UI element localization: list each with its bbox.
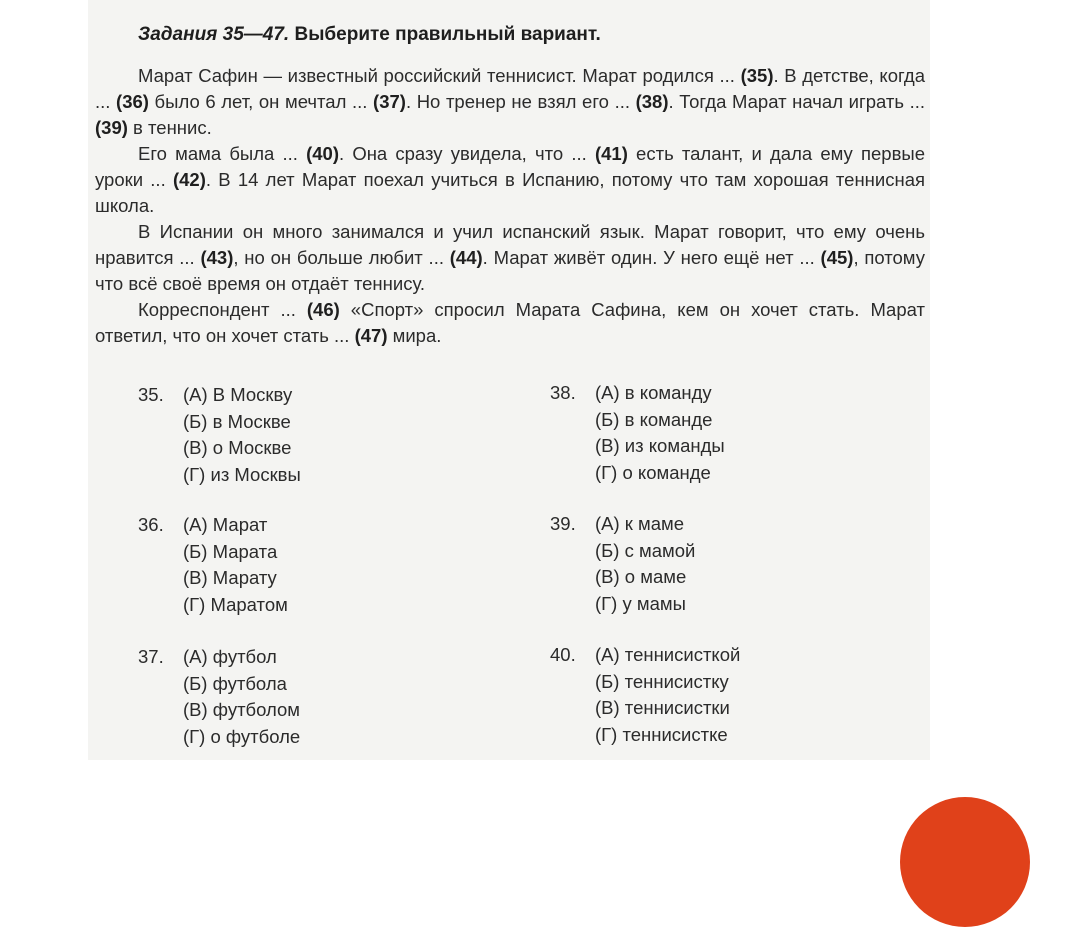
text-fragment: Марат Сафин — известный российский теннисист. Марат родился ... bbox=[138, 65, 741, 86]
text-fragment: , но он больше любит ... bbox=[233, 247, 450, 268]
question-number: 37. bbox=[138, 646, 164, 667]
text-fragment: . Тогда Марат начал играть ... bbox=[668, 91, 926, 112]
paragraph bbox=[95, 63, 925, 141]
orange-circle-decoration bbox=[900, 797, 1030, 927]
text-fragment: мира. bbox=[387, 325, 442, 346]
text-fragment: . В 14 лет Марат поехал учиться в Испанию, потому что там хорошая теннисная школа. bbox=[95, 169, 926, 216]
blank-number: (44) bbox=[449, 247, 483, 268]
text-fragment: было 6 лет, он мечтал ... bbox=[148, 91, 374, 112]
text-fragment: есть талант, и дала ему первые уроки ... bbox=[95, 143, 925, 190]
option-c[interactable]: (В) о Москве bbox=[183, 437, 292, 458]
option-c[interactable]: (В) Марату bbox=[183, 567, 277, 588]
blank-number: (45) bbox=[820, 247, 854, 268]
story-text bbox=[95, 63, 925, 349]
option-a[interactable]: (А) к маме bbox=[595, 513, 685, 534]
option-b[interactable]: (Б) Марата bbox=[183, 540, 278, 562]
text-fragment: . В детстве, когда ... bbox=[95, 65, 926, 112]
option-d[interactable]: (Г) теннисистке bbox=[595, 723, 728, 745]
blank-number: (35) bbox=[740, 65, 774, 86]
task-heading bbox=[138, 24, 601, 46]
question-number: 36. bbox=[138, 514, 164, 535]
blank-number: (47) bbox=[354, 325, 388, 346]
option-b[interactable]: (Б) в Москве bbox=[183, 410, 291, 432]
option-b[interactable]: (Б) с мамой bbox=[595, 539, 696, 561]
option-b[interactable]: (Б) в команде bbox=[595, 408, 713, 430]
blank-number: (42) bbox=[172, 169, 206, 190]
blank-number: (36) bbox=[116, 91, 149, 112]
question-number: 40. bbox=[550, 644, 576, 665]
text-fragment: . Она сразу увидела, что ... bbox=[339, 143, 595, 164]
option-d[interactable]: (Г) о команде bbox=[595, 461, 711, 483]
blank-number: (40) bbox=[306, 143, 339, 164]
blank-number: (46) bbox=[306, 299, 340, 320]
question-number: 38. bbox=[550, 382, 576, 403]
option-d[interactable]: (Г) у мамы bbox=[595, 592, 686, 614]
text-fragment: Корреспондент ... bbox=[138, 299, 307, 320]
option-a[interactable]: (А) теннисисткой bbox=[595, 644, 741, 665]
option-d[interactable]: (Г) о футболе bbox=[183, 725, 301, 747]
blank-number: (39) bbox=[95, 117, 128, 138]
question-number: 35. bbox=[138, 384, 164, 405]
text-fragment: . Но тренер не взял его ... bbox=[405, 91, 636, 112]
blank-number: (41) bbox=[594, 143, 628, 164]
option-d[interactable]: (Г) из Москвы bbox=[183, 463, 301, 485]
paragraph bbox=[95, 141, 925, 219]
option-a[interactable]: (А) Марат bbox=[183, 514, 268, 535]
option-a[interactable]: (А) В Москву bbox=[183, 384, 293, 405]
text-fragment: Его мама была ... bbox=[138, 143, 307, 164]
option-c[interactable]: (В) футболом bbox=[183, 699, 301, 720]
option-c[interactable]: (В) из команды bbox=[595, 435, 725, 456]
paragraph bbox=[95, 297, 925, 349]
text-fragment: в теннис. bbox=[127, 117, 212, 138]
text-fragment: В Испании он много занимался и учил испанский язык. Марат говорит, что ему очень нравится ... bbox=[95, 221, 925, 268]
blank-number: (37) bbox=[373, 91, 406, 112]
task-instruction: Выберите правильный вариант. bbox=[294, 24, 601, 45]
text-fragment: , потому что всё своё время он отдаёт теннису. bbox=[95, 247, 925, 294]
option-d[interactable]: (Г) Маратом bbox=[183, 593, 288, 615]
option-b[interactable]: (Б) футбола bbox=[183, 672, 287, 694]
blank-number: (43) bbox=[200, 247, 234, 268]
paragraph bbox=[95, 219, 925, 297]
blank-number: (38) bbox=[635, 91, 669, 112]
text-fragment: «Спорт» спросил Марата Сафина, кем он хочет стать. Марат ответил, что он хочет стать ... bbox=[95, 299, 925, 346]
option-b[interactable]: (Б) теннисистку bbox=[595, 670, 729, 692]
option-c[interactable]: (В) теннисистки bbox=[595, 697, 730, 718]
option-c[interactable]: (В) о маме bbox=[595, 566, 687, 587]
text-fragment: . Марат живёт один. У него ещё нет ... bbox=[482, 247, 821, 268]
question-number: 39. bbox=[550, 513, 576, 534]
option-a[interactable]: (А) в команду bbox=[595, 382, 712, 403]
task-numbers: Задания 35—47. bbox=[138, 24, 290, 45]
option-a[interactable]: (А) футбол bbox=[183, 646, 277, 667]
